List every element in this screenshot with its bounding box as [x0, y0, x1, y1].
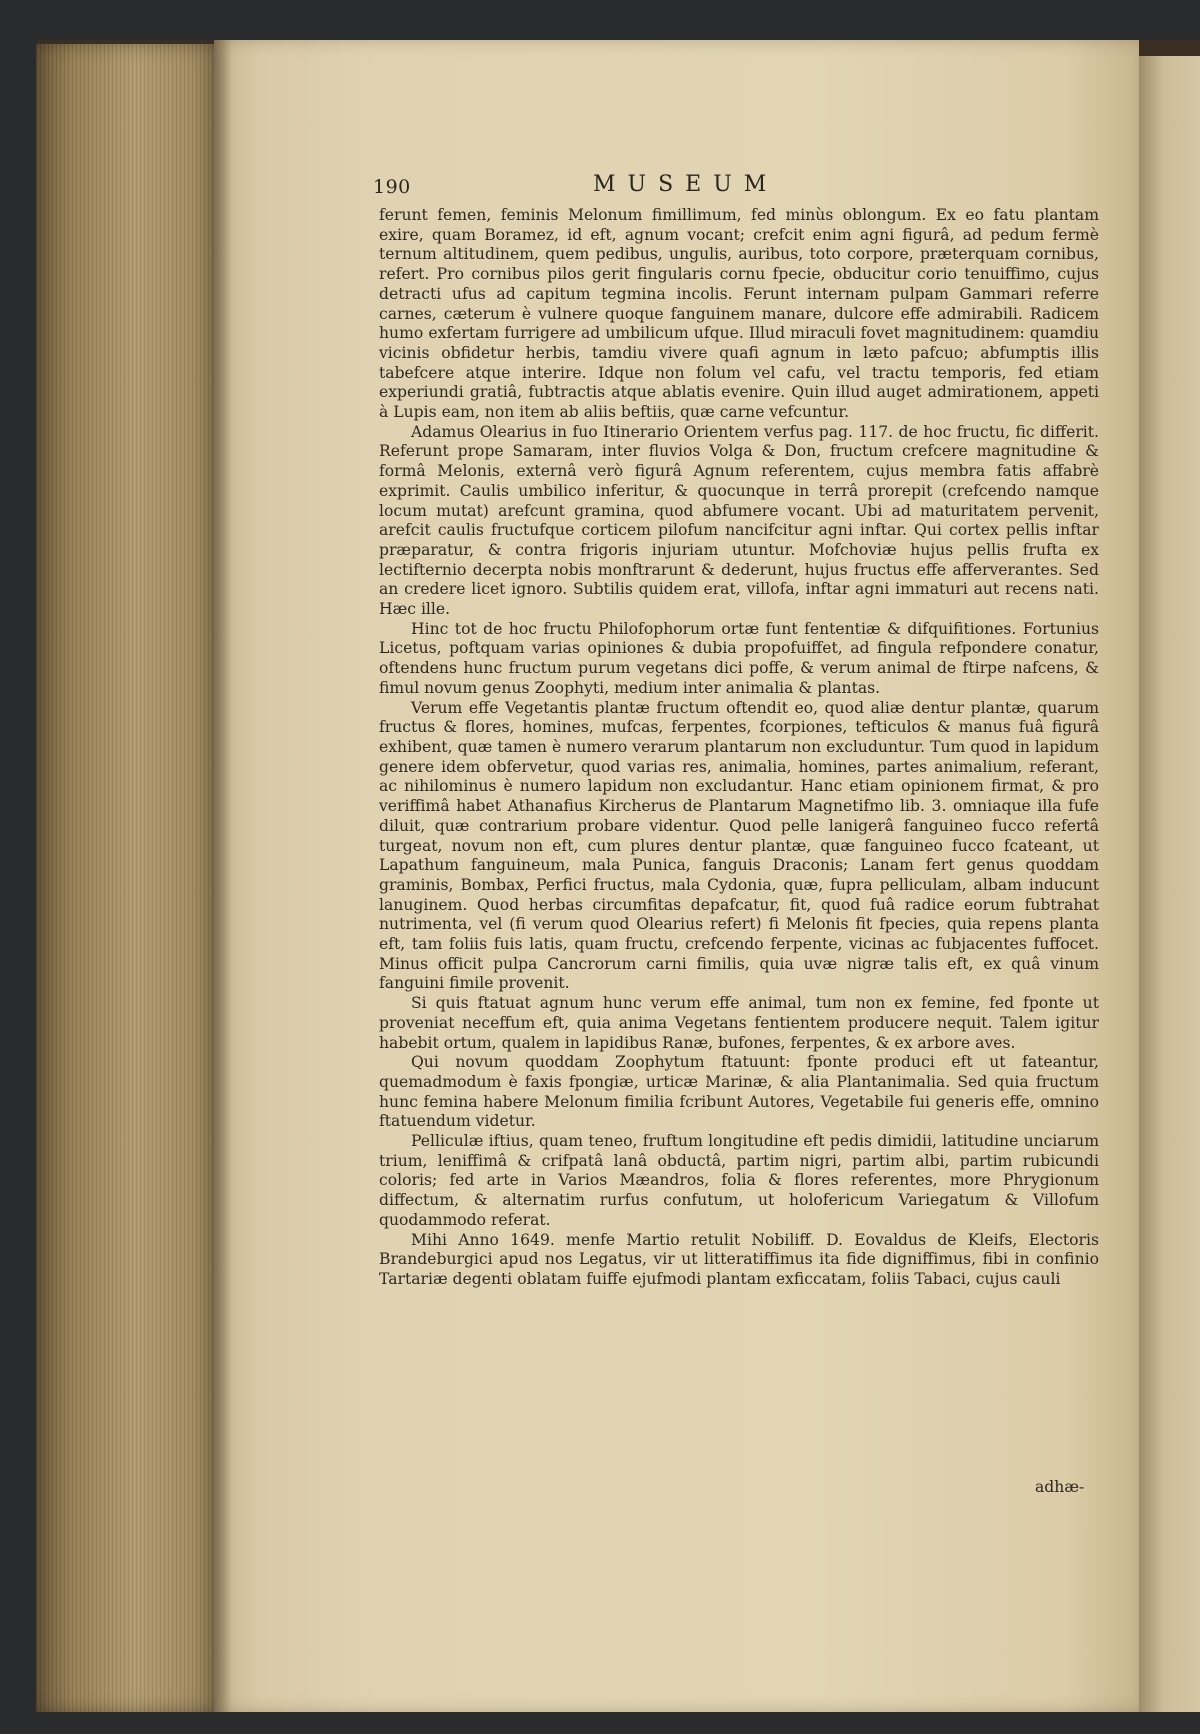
next-page-edge — [1139, 56, 1200, 1712]
book-fore-edge — [36, 44, 216, 1712]
paragraph: Mihi Anno 1649. menfe Martio retulit Nobiliff. D. Eovaldus de Kleifs, Electoris Brandeburgici apud nos Legatus, vir ut litteratiffimus ita fide digniffimus, fibi in confinio Tartariæ degenti oblatam fuiffe ejufmodi plantam exficcatam, foliis Tabaci, cujus cauli — [379, 1230, 1099, 1288]
gutter-shadow — [214, 40, 232, 1712]
paragraph: ferunt femen, feminis Melonum fimillimum, fed minùs oblongum. Ex eo fatu plantam exire, quam Boramez, id eft, agnum vocant; crefcit enim agni figurâ, ad pedum fermè ternum altitudinem, quem pedibus, ungulis, auribus, toto corpore, præterquam cornibus, refert. Pro cornibus pilos gerit fingularis cornu fpecie, obducitur corio tenuiffimo, cujus detracti ufus ad capitum tegmina incolis. Ferunt internam pulpam Gammari referre carnes, cæterum è vulnere quoque fanguinem manare, dulcore effe admirabili. Radicem humo exfertam furrigere ad umbilicum ufque. Illud miraculi fovet magnitudinem: quamdiu vicinis obfidetur herbis, tamdiu vivere quafi agnum in læto pafcuo; abfumptis illis tabefcere atque interire. Idque non folum vel cafu, vel tractu temporis, fed etiam experiundi gratiâ, fubtractis atque ablatis evenire. Quin illud auget admirationem, appeti à Lupis eam, non item ab aliis beftiis, quæ carne vefcuntur. — [379, 206, 1099, 422]
page-header — [373, 172, 1093, 202]
paragraph: Si quis ftatuat agnum hunc verum effe animal, tum non ex femine, fed fponte ut proveniat neceffum eft, quia anima Vegetans fentientem producere nequit. Talem igitur habebit ortum, qualem in lapidibus Ranæ, bufones, ferpentes, & ex arbore aves. — [379, 994, 1099, 1052]
paragraph: Verum effe Vegetantis plantæ fructum oftendit eo, quod aliæ dentur plantæ, quarum fructus & flores, homines, mufcas, ferpentes, fcorpiones, tefticulos & manus fuâ figurâ exhibent, quæ tamen è numero verarum plantarum non excluduntur. Tum quod in lapidum genere idem obfervetur, quod varias res, animalia, homines, partes animalium, referant, ac nihilominus è numero lapidum non excludantur. Hanc etiam opinionem firmat, & pro veriffimâ habet Athanafius Kircherus de Plantarum Magnetifmo lib. 3. omniaque illa fufe diluit, quæ contrarium probare videntur. Quod pelle lanigerâ fanguineo fucco refertâ turgeat, novum non eft, cum plures dentur plantæ, quæ fanguineo fucco fcateant, ut Lapathum fanguineum, mala Punica, fanguis Draconis; Lanam fert genus quoddam graminis, Bombax, Perfici fructus, mala Cydonia, quæ, fupra pelliculam, albam inducunt lanuginem. Quod herbas circumfitas depafcatur, fit, quod fuâ radice eorum fubtrahat nutrimenta, vel (fi verum quod Olearius refert) fi Melonis fit fpecies, quia repens planta eft, tam foliis fuis latis, quam fructu, crefcendo ferpente, vicinas ac fubjacentes fuffocet. Minus officit pulpa Cancrorum carni fimilis, quia uvæ nigræ talis eft, ex quâ vinum fanguini fimile provenit. — [379, 698, 1099, 993]
paragraph: Qui novum quoddam Zoophytum ftatuunt: fponte produci eft ut fateantur, quemadmodum è faxis fpongiæ, urticæ Marinæ, & alia Plantanimalia. Sed quia fructum hunc femina habere Melonum fimilia fcribunt Autores, Vegetabile fui generis effe, omnino ftatuendum videtur. — [379, 1053, 1099, 1131]
page-number: 190 — [373, 176, 411, 198]
paragraph: Pelliculæ iftius, quam teneo, fruftum longitudine eft pedis dimidii, latitudine unciarum trium, leniffimâ & crifpatâ lanâ obductâ, partim nigri, partim albi, partim rubicundi coloris; fed arte in Varios Mæandros, folia & flores referentes, more Phrygionum diffectum, & alternatim rurfus confutum, ut holofericum Variegatum & Villofum quodammodo referat. — [379, 1132, 1099, 1229]
paragraph: Adamus Olearius in fuo Itinerario Orientem verfus pag. 117. de hoc fructu, fic differit. Referunt prope Samaram, inter fluvios Volga & Don, fructum crefcere magnitudine & formâ Melonis, externâ verò figurâ Agnum referentem, cujus membra fatis affabrè exprimit. Caulis umbilico inferitur, & quocunque in terrâ prorepit (crefcendo namque locum mutat) arefcunt gramina, quod abfumere vocant. Ubi ad maturitatem pervenit, arefcit caulis fructufque corticem pilofum nancifcitur agni inftar. Qui cortex pellis inftar præparatur, & contra frigoris injuriam utuntur. Mofchoviæ hujus pellis frufta ex lectifternio decerpta nobis monftrarunt & dederunt, hujus fructus effe afferverantes. Sed an credere licet ignoro. Subtilis quidem erat, villofa, inftar agni immaturi aut recens nati. Hæc ille. — [379, 422, 1099, 619]
paragraph: Hinc tot de hoc fructu Philofophorum ortæ funt fententiæ & difquifitiones. Fortunius Licetus, poftquam varias opiniones & dubia propofuiffet, ad fingula refpondere conatur, oftendens hunc fructum purum vegetans dici poffe, & verum animal de ftirpe nafcens, & fimul novum genus Zoophyti, medium inter animalia & plantas. — [379, 619, 1099, 697]
catchword: adhæ- — [1035, 1478, 1085, 1496]
running-head: MUSEUM — [593, 172, 779, 197]
body-text — [379, 206, 1099, 1290]
